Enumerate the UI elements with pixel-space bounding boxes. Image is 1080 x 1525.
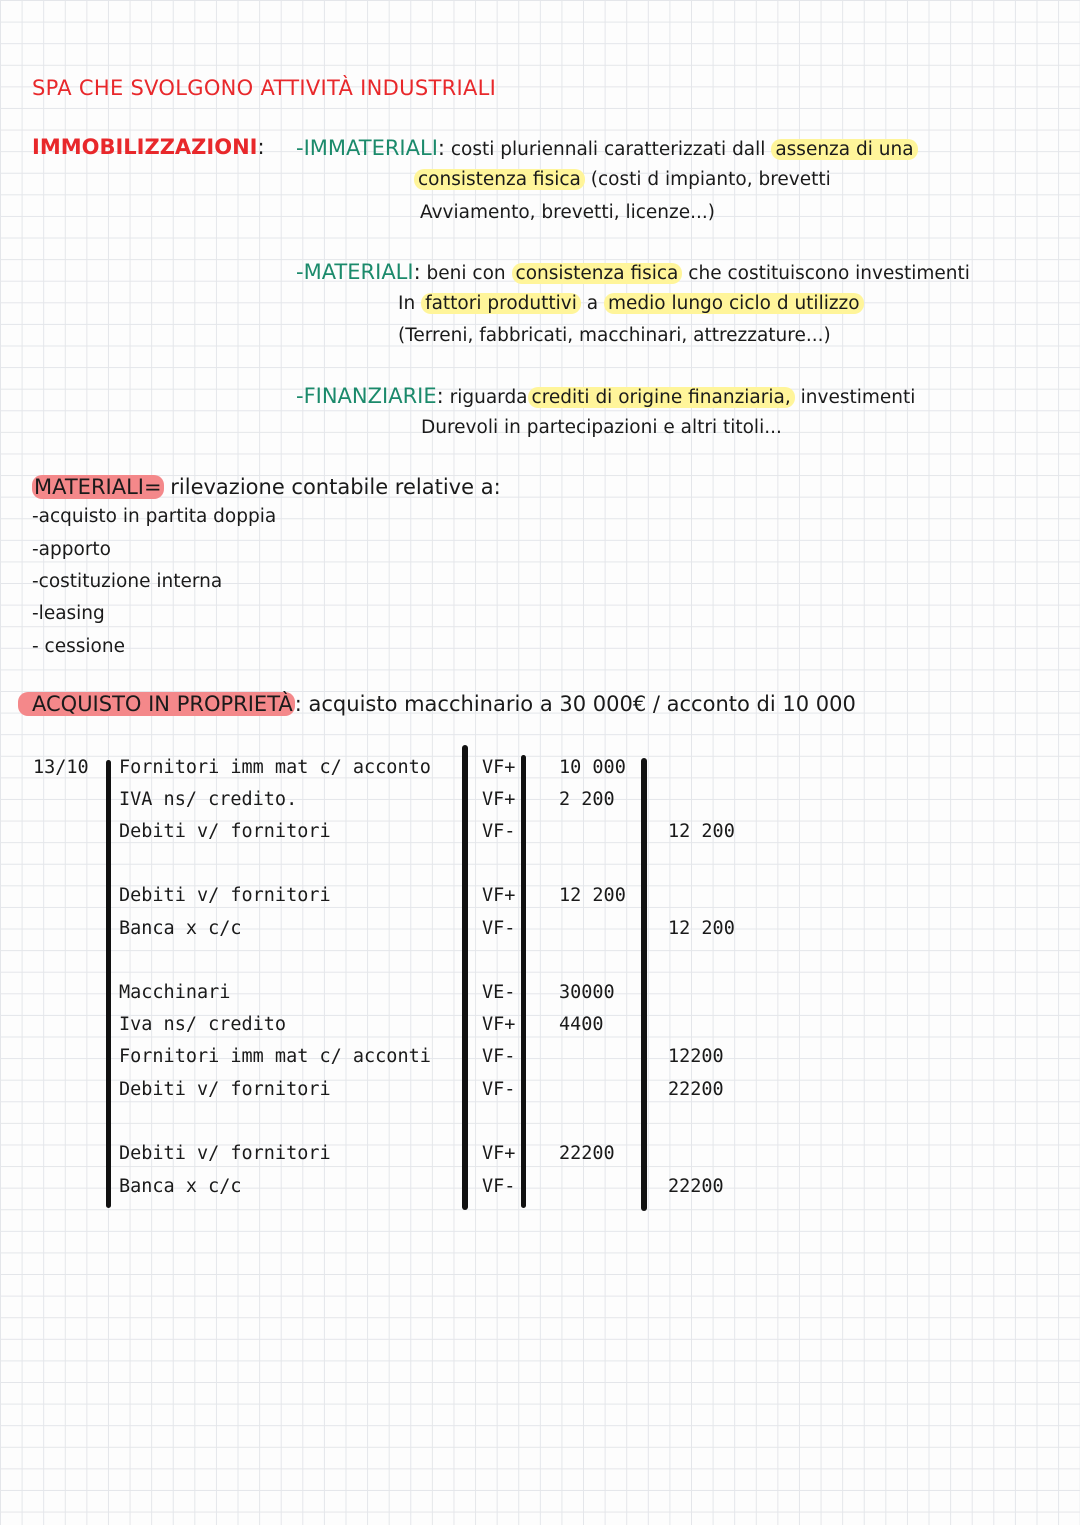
materiali-highlight-3: medio lungo ciclo d utilizzo: [604, 293, 864, 314]
journal-dare-amount: 10 000: [559, 757, 626, 778]
immateriali-text-1: costi pluriennali caratterizzati dall: [450, 139, 766, 160]
materiali-list-item: -acquisto in partita doppia: [32, 506, 277, 527]
immateriali-highlight-2: consistenza fisica: [414, 169, 585, 190]
journal-account: Iva ns/ credito: [119, 1014, 287, 1035]
immateriali-line-1: [296, 136, 918, 160]
finanziarie-label: -FINANZIARIE: [296, 384, 437, 408]
journal-account: Debiti v/ fornitori: [119, 1079, 331, 1100]
journal-dare-amount: 4400: [559, 1014, 604, 1035]
materiali-list-item: -apporto: [32, 539, 111, 560]
journal-code: VF-: [482, 918, 516, 939]
immobilizzazioni-label: IMMOBILIZZAZIONI: [32, 135, 258, 159]
acquisto-heading: [18, 692, 856, 716]
journal-code: VF-: [482, 821, 516, 842]
journal-code: VF-: [482, 1079, 516, 1100]
journal-left-rule: [106, 760, 111, 1208]
journal-code: VF-: [482, 1046, 516, 1067]
materiali-colon: :: [413, 260, 421, 284]
materiali-line-1: [296, 260, 970, 284]
materiali-line-3: (Terreni, fabbricati, macchinari, attrezzature...): [398, 325, 831, 346]
journal-account: Banca x c/c: [119, 918, 242, 939]
materiali-section-text: rilevazione contabile relative a:: [170, 475, 501, 499]
materiali-text-4: a: [586, 293, 599, 314]
page-title: SPA CHE SVOLGONO ATTIVITÀ INDUSTRIALI: [32, 76, 497, 100]
materiali-list-item: -costituzione interna: [32, 571, 223, 592]
journal-account: Macchinari: [119, 982, 231, 1003]
immateriali-line-2: [414, 169, 831, 190]
journal-account: Fornitori imm mat c/ acconto: [119, 757, 431, 778]
journal-dare-rule: [521, 755, 526, 1208]
journal-code: VF+: [482, 789, 516, 810]
materiali-text-3: In: [398, 293, 416, 314]
journal-avere-amount: 12 200: [668, 918, 735, 939]
immateriali-highlight-1: assenza di una: [771, 139, 917, 160]
immobilizzazioni-heading: [32, 135, 265, 159]
immobilizzazioni-colon: :: [257, 135, 265, 159]
journal-account: Debiti v/ fornitori: [119, 821, 331, 842]
materiali-label: -MATERIALI: [296, 260, 414, 284]
journal-code: VF+: [482, 1014, 516, 1035]
finanziarie-line-2: Durevoli in partecipazioni e altri titoli...: [421, 417, 782, 438]
finanziarie-highlight-1: crediti di origine finanziaria,: [528, 387, 795, 408]
journal-avere-amount: 22200: [668, 1176, 724, 1197]
journal-code: VF-: [482, 1176, 516, 1197]
acquisto-label: ACQUISTO IN PROPRIETÀ: [18, 692, 295, 716]
acquisto-text: : acquisto macchinario a 30 000€ / acconto di 10 000: [294, 692, 856, 716]
journal-account: Banca x c/c: [119, 1176, 242, 1197]
finanziarie-line-1: [296, 384, 915, 408]
materiali-section-heading: [32, 475, 501, 499]
journal-code: VF+: [482, 885, 516, 906]
journal-dare-amount: 30000: [559, 982, 615, 1003]
materiali-highlight-2: fattori produttivi: [421, 293, 581, 314]
journal-dare-amount: 22200: [559, 1143, 615, 1164]
journal-avere-amount: 22200: [668, 1079, 724, 1100]
immateriali-line-3: Avviamento, brevetti, licenze...): [420, 202, 715, 223]
immateriali-text-2: (costi d impianto, brevetti: [590, 169, 831, 190]
materiali-line-2: [398, 293, 864, 314]
finanziarie-text-2: investimenti: [800, 387, 916, 408]
journal-account: Fornitori imm mat c/ acconti: [119, 1046, 431, 1067]
journal-avere-amount: 12 200: [668, 821, 735, 842]
finanziarie-colon: :: [436, 384, 444, 408]
materiali-highlight-1: consistenza fisica: [512, 263, 683, 284]
journal-dare-amount: 12 200: [559, 885, 626, 906]
journal-dare-amount: 2 200: [559, 789, 615, 810]
materiali-list-item: -leasing: [32, 603, 105, 624]
materiali-list-item: - cessione: [32, 636, 125, 657]
finanziarie-text-1: riguarda: [449, 387, 528, 408]
immateriali-colon: :: [437, 136, 445, 160]
journal-account: Debiti v/ fornitori: [119, 1143, 331, 1164]
journal-code: VE-: [482, 982, 516, 1003]
materiali-text-2: che costituiscono investimenti: [688, 263, 970, 284]
journal-avere-amount: 12200: [668, 1046, 724, 1067]
immateriali-label: -IMMATERIALI: [296, 136, 438, 160]
journal-avere-rule: [641, 758, 647, 1211]
journal-date: 13/10: [33, 757, 89, 778]
journal-code: VF+: [482, 757, 516, 778]
journal-account: IVA ns/ credito.: [119, 789, 298, 810]
journal-code-rule: [462, 745, 468, 1210]
journal-code: VF+: [482, 1143, 516, 1164]
materiali-section-label: MATERIALI=: [34, 475, 162, 499]
materiali-text-1: beni con: [426, 263, 506, 284]
journal-account: Debiti v/ fornitori: [119, 885, 331, 906]
